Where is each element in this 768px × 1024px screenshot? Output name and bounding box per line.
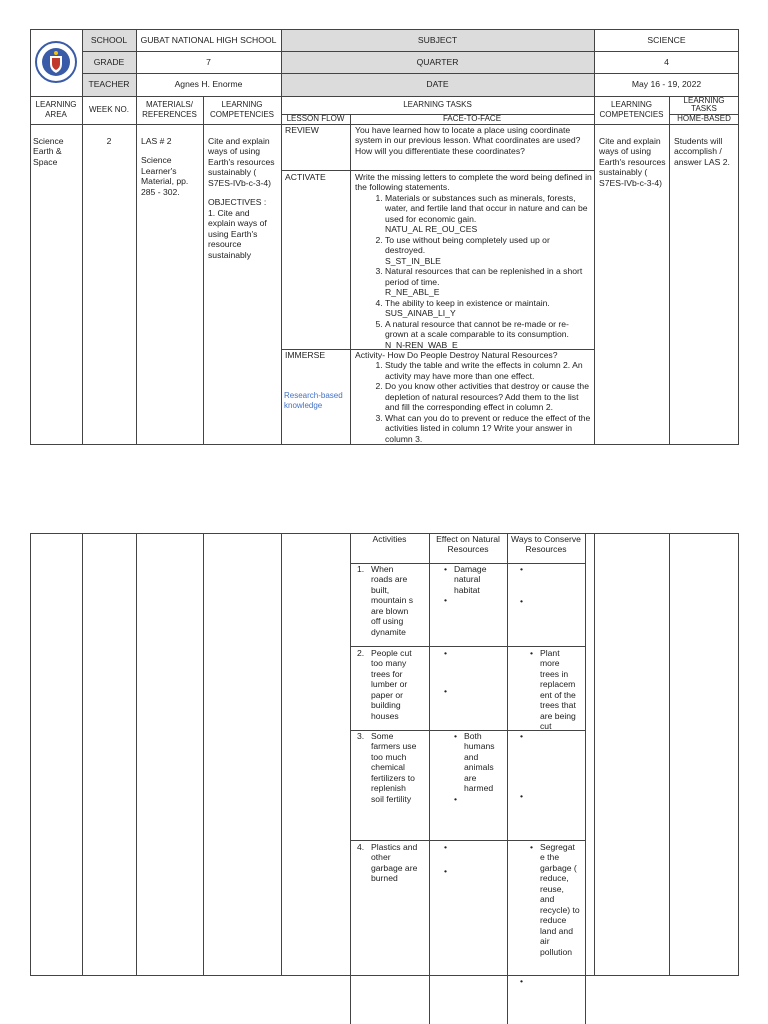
col-learning-tasks-right: LEARNING TASKS [683, 96, 725, 113]
inner-row-activity: 1. When roads are built, mountain s are blown off using dynamite [357, 564, 414, 637]
activate-intro: Write the missing letters to complete the word being defined in the following statements. [355, 172, 592, 193]
answer: R_NE_ABL_E [385, 287, 440, 298]
immerse-intro: Activity- How Do People Destroy Natural Resources? [355, 350, 558, 360]
inner-row-ways [514, 731, 580, 801]
col-materials: MATERIALS/ REFERENCES [142, 100, 197, 119]
inner-row-activity: 4. Plastics and other garbage are burned [357, 842, 418, 884]
answer: S_ST_IN_BLE [385, 255, 441, 266]
answer: N_N-REN_WAB_E [385, 339, 458, 350]
grade-value: 7 [206, 56, 211, 67]
immerse-note: Research-based knowledge [284, 391, 343, 410]
materials-value [141, 136, 201, 197]
competency-right-value: Cite and explain ways of using Earth's resources sustainably ( S7ES-IVb-c-3-4) [599, 136, 666, 188]
activate-item: 5. A natural resource that cannot be re-made or re-grown at a scale comparable to its consumption. N_N-REN_WAB_E [385, 319, 592, 350]
competency-text: Cite and explain ways of using Earth's resources sustainably ( S7ES-IVb-c-3-4) [208, 136, 275, 188]
col-week-no: WEEK NO. [88, 105, 129, 115]
activate-item: 1. Materials or substances such as minerals, forests, water, and fertile land that occur in nature and can be used for economic gain. NATU_AL RE_OU_CES [385, 193, 592, 235]
competency-value [208, 136, 278, 260]
col-learning-area: LEARNING AREA [35, 100, 77, 119]
inner-row-ways-continued [514, 976, 580, 986]
subject-value: SCIENCE [647, 34, 686, 45]
objective-1: 1. Cite and explain ways of using Earth's resource sustainably [208, 207, 267, 260]
quarter-value: 4 [664, 56, 669, 67]
immerse-list [355, 360, 592, 444]
activate-item: 2. To use without being completely used up or destroyed. S_ST_IN_BLE [385, 235, 592, 266]
activate-content [355, 172, 592, 350]
review-label: REVIEW [285, 125, 319, 135]
learning-area-value: Science Earth & Space [33, 136, 64, 167]
col-learning-tasks: LEARNING TASKS [403, 100, 472, 110]
answer: SUS_AINAB_LI_Y [385, 308, 456, 319]
home-based-value: Students will accomplish / answer LAS 2. [674, 136, 730, 167]
immerse-item: 3. What can you do to prevent or reduce the effect of the activities listed in column 1? Write your answer in column 3. [385, 413, 592, 444]
immerse-item: 1. Study the table and write the effects in column 2. An activity may have more than one effect. [385, 360, 592, 381]
immerse-label: IMMERSE [285, 350, 326, 360]
inner-row-activity: 3. Some farmers use too much chemical fertilizers to replenish soil fertility [357, 731, 417, 804]
immerse-content [355, 350, 592, 444]
grade-label: GRADE [93, 56, 125, 67]
col-competencies-right: LEARNING COMPETENCIES [599, 100, 664, 119]
inner-row-activity: 2. People cut too many trees for lumber or paper or building houses [357, 648, 412, 721]
activate-item: 4. The ability to keep in existence or maintain. SUS_AINAB_LI_Y [385, 298, 592, 319]
inner-row-effects [438, 842, 504, 876]
week-no-value: 2 [106, 136, 112, 146]
col-lesson-flow: LESSON FLOW [286, 114, 345, 123]
school-label: SCHOOL [90, 34, 128, 45]
school-value: GUBAT NATIONAL HIGH SCHOOL [140, 34, 277, 45]
teacher-value: Agnes H. Enorme [174, 79, 243, 90]
materials-las: LAS # 2 [141, 136, 172, 146]
answer: NATU_AL RE_OU_CES [385, 224, 478, 235]
inner-row-ways: • Segregat e the garbage ( reduce, reuse, and recycle) to reduce land and air pollution [524, 842, 580, 957]
subject-label: SUBJECT [417, 34, 458, 45]
inner-row-effects [438, 648, 504, 696]
immerse-item: 2. Do you know other activities that destroy or cause the depletion of natural resources? Add them to the list and fill the corresponding effect in column 2. [385, 381, 592, 412]
inner-header-effect: Effect on Natural Resources [436, 534, 500, 555]
col-home-based: HOME-BASED [677, 114, 731, 123]
inner-row-ways [514, 564, 580, 606]
quarter-label: QUARTER [416, 56, 459, 67]
activate-item: 3. Natural resources that can be replenished in a short period of time. R_NE_ABL_E [385, 266, 592, 297]
activate-label: ACTIVATE [285, 172, 326, 182]
inner-row-effects: • Damage natural habitat • [438, 564, 504, 605]
date-value: May 16 - 19, 2022 [631, 79, 702, 90]
review-text: You have learned how to locate a place using coordinate system in our previous lesson. What coordinates are used? How will you differentiate these coordinates? [355, 125, 581, 156]
date-label: DATE [426, 79, 449, 90]
inner-row-ways: • Plant more trees in replacem ent of the trees that are being cut [524, 648, 580, 732]
col-competencies: LEARNING COMPETENCIES [209, 100, 274, 119]
objectives-label: OBJECTIVES : [208, 197, 267, 208]
inner-header-activities: Activities [372, 534, 407, 544]
teacher-label: TEACHER [88, 79, 130, 90]
activate-list [355, 193, 592, 350]
inner-header-ways: Ways to Conserve Resources [511, 534, 581, 555]
deped-logo [30, 29, 82, 96]
materials-learners: Science Learner's Material, pp. 285 - 302. [141, 155, 189, 197]
col-face-to-face: FACE-TO-FACE [442, 114, 502, 123]
inner-row-effects: • Both humans and animals are harmed • [448, 731, 504, 804]
